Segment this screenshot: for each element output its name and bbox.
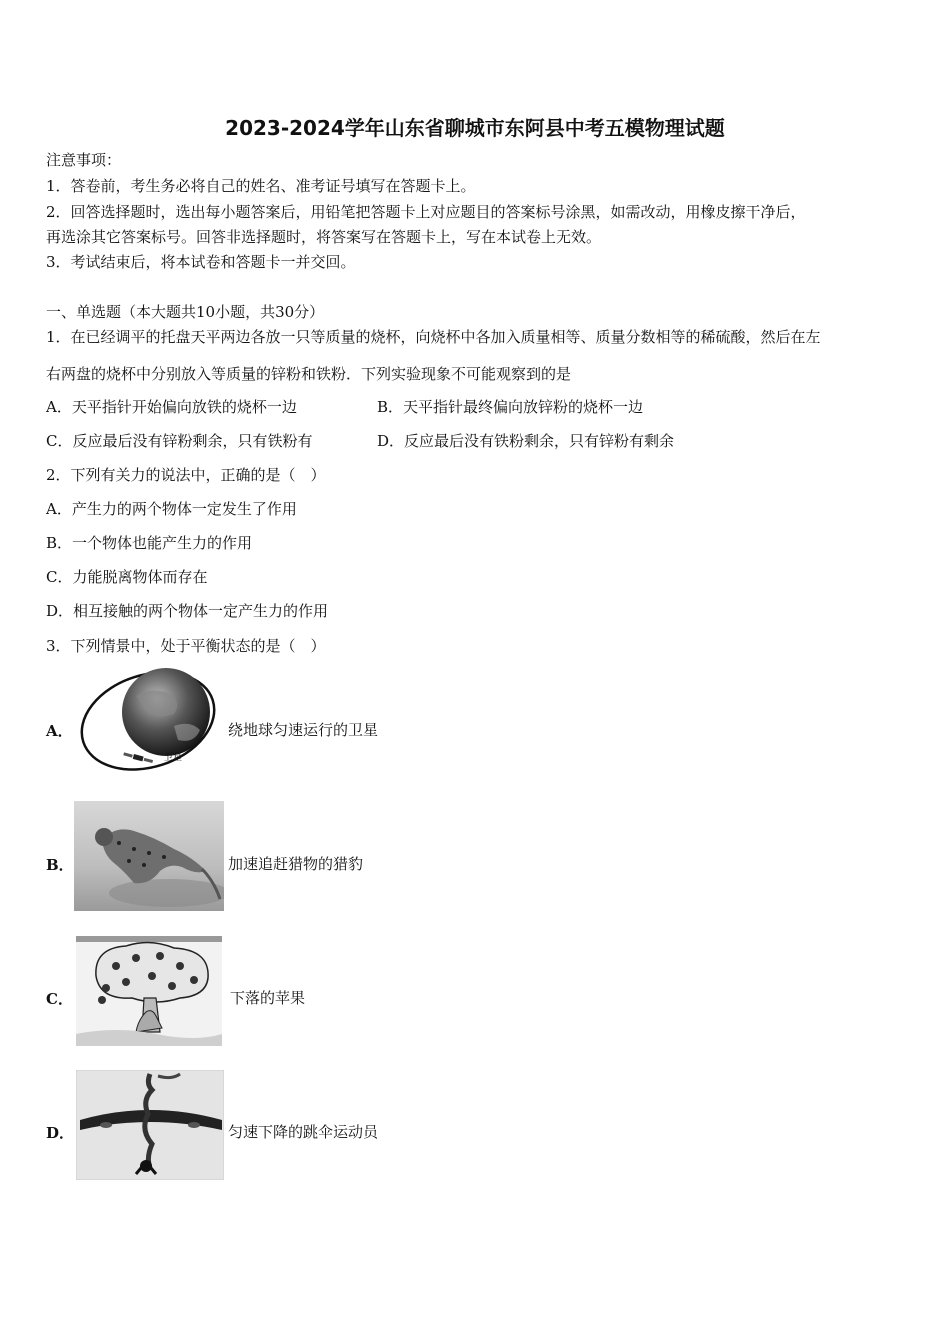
notice-item-3: 3．考试结束后，将本试卷和答题卡一并交回。 [46,253,356,271]
parachutist-image [76,1070,224,1180]
notice-item-1: 1．答卷前，考生务必将自己的姓名、准考证号填写在答题卡上。 [46,177,476,195]
satellite-image [78,668,224,774]
section-heading: 一、单选题（本大题共10小题，共30分） [46,303,325,321]
q2-option-a: A．产生力的两个物体一定发生了作用 [46,500,297,518]
notice-heading: 注意事项： [46,151,122,169]
q1-option-c: C．反应最后没有锌粉剩余，只有铁粉有 [46,432,313,450]
q2-option-b: B．一个物体也能产生力的作用 [46,534,253,552]
page-title: 2023-2024学年山东省聊城市东阿县中考五模物理试题 [225,116,725,140]
q2-option-c: C．力能脱离物体而存在 [46,568,208,586]
cheetah-image [74,801,224,911]
q1-option-a: A．天平指针开始偏向放铁的烧杯一边 [46,398,297,416]
q3-option-d-letter: D． [46,1124,75,1142]
q2-option-d: D．相互接触的两个物体一定产生力的作用 [46,602,329,620]
q1-stem-line1: 1．在已经调平的托盘天平两边各放一只等质量的烧杯，向烧杯中各加入质量相等、质量分数相等的稀硫酸，然后在左 [46,328,821,346]
q1-option-b: B．天平指针最终偏向放锌粉的烧杯一边 [377,398,644,416]
q3-option-b-text: 加速追赶猎物的猎豹 [228,855,364,873]
q3-stem: 3．下列情景中，处于平衡状态的是（ ） [46,637,326,655]
q3-option-c-letter: C． [46,990,73,1008]
notice-item-2: 2．回答选择题时，选出每小题答案后，用铅笔把答题卡上对应题目的答案标号涂黑，如需改动，用橡皮擦干净后， [46,203,806,221]
q3-option-a-letter: A． [46,722,73,740]
q3-option-c-text: 下落的苹果 [230,989,306,1007]
q2-stem: 2．下列有关力的说法中，正确的是（ ） [46,466,326,484]
notice-item-2-cont: 再选涂其它答案标号。回答非选择题时，将答案写在答题卡上，写在本试卷上无效。 [46,228,602,246]
q3-option-b-letter: B． [46,856,74,874]
q3-option-d-text: 匀速下降的跳伞运动员 [228,1123,379,1141]
apple-tree-image [76,936,222,1046]
satellite-label: 卫星 [164,753,183,763]
q3-option-a-text: 绕地球匀速运行的卫星 [228,721,379,739]
q1-stem-line2: 右两盘的烧杯中分别放入等质量的锌粉和铁粉．下列实验现象不可能观察到的是 [46,365,572,383]
q1-option-d: D．反应最后没有铁粉剩余，只有锌粉有剩余 [377,432,675,450]
